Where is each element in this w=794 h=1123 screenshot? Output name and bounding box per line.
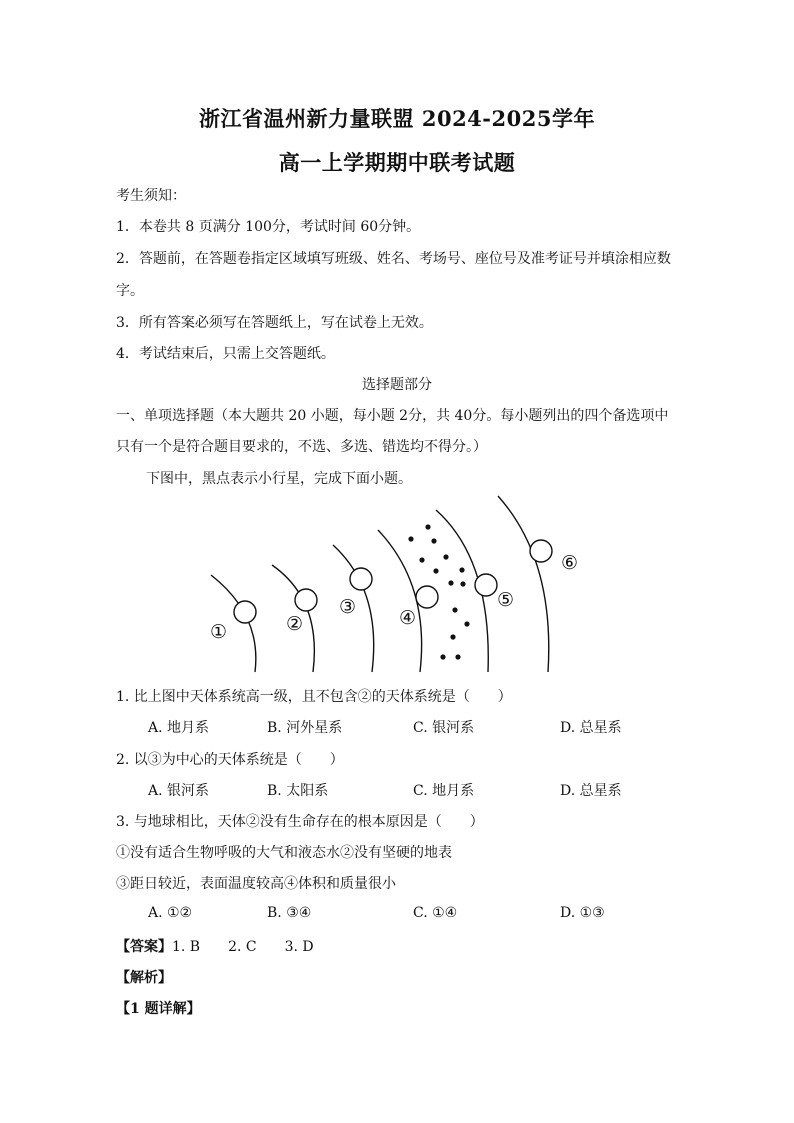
orbit-4 [378, 530, 422, 672]
q3-option-a[interactable]: A. ①② [148, 905, 193, 921]
notice-item-2-cont: 字。 [116, 283, 144, 299]
answer-label: 【答案】 [116, 939, 172, 955]
notice-item-4: 4．考试结束后，只需上交答题纸。 [116, 346, 335, 362]
question-2: 2. 以③为中心的天体系统是（ ） [116, 752, 344, 768]
question-3: 3. 与地球相比，天体②没有生命存在的根本原因是（ ） [116, 814, 484, 830]
q2-option-c[interactable]: C. 地月系 [413, 783, 475, 799]
analysis-label: 【解析】 [116, 970, 172, 986]
label-3: ③ [339, 596, 357, 618]
question-1: 1. 比上图中天体系统高一级，且不包含②的天体系统是（ ） [116, 689, 512, 705]
question-stem: 下图中，黑点表示小行星，完成下面小题。 [146, 471, 412, 487]
q3-statement-2: ③距日较近，表面温度较高④体积和质量很小 [116, 876, 396, 892]
answer-values: 1. B 2. C 3. D [172, 939, 314, 955]
q3-statement-1: ①没有适合生物呼吸的大气和液态水②没有坚硬的地表 [116, 845, 452, 861]
q2-option-b[interactable]: B. 太阳系 [267, 783, 329, 799]
planet-4 [416, 586, 438, 608]
orbit-6 [498, 496, 549, 672]
notice-item-1: 1．本卷共 8 页满分 100分，考试时间 60分钟。 [116, 219, 421, 235]
exam-title-line2: 高一上学期期中联考试题 [278, 150, 516, 175]
notice-heading: 考生须知： [116, 188, 186, 204]
q1-option-c[interactable]: C. 银河系 [413, 720, 475, 736]
q3-option-c[interactable]: C. ①④ [413, 905, 458, 921]
planet-3 [350, 568, 372, 590]
q1-option-a[interactable]: A. 地月系 [148, 720, 210, 736]
planet-1 [234, 601, 256, 623]
label-4: ④ [399, 607, 417, 629]
q2-option-d[interactable]: D. 总星系 [560, 783, 622, 799]
label-6: ⑥ [561, 552, 579, 574]
notice-item-2: 2．答题前，在答题卷指定区域填写班级、姓名、考场号、座位号及准考证号并填涂相应数 [116, 251, 671, 267]
planet-5 [475, 574, 497, 596]
section-intro-2: 只有一个是符合题目要求的，不选、多选、错选均不得分。） [116, 439, 487, 455]
q2-option-a[interactable]: A. 银河系 [148, 783, 210, 799]
answer-line [116, 936, 314, 956]
section-intro-1: 一、单项选择题（本大题共 20 小题，每小题 2分，共 40分。每小题列出的四个备选项中 [116, 408, 669, 424]
q1-option-d[interactable]: D. 总星系 [560, 720, 622, 736]
q3-option-d[interactable]: D. ①③ [560, 905, 605, 921]
planet-2 [295, 589, 317, 611]
orbit-figure [195, 490, 605, 680]
label-5: ⑤ [497, 589, 515, 611]
notice-item-3: 3．所有答案必须写在答题纸上，写在试卷上无效。 [116, 315, 433, 331]
q1-option-b[interactable]: B. 河外星系 [267, 720, 343, 736]
detail-label: 【1 题详解】 [116, 1001, 201, 1017]
planet-6 [530, 540, 552, 562]
exam-title-line1: 浙江省温州新力量联盟 2024-2025学年 [199, 106, 595, 131]
q3-option-b[interactable]: B. ③④ [267, 905, 312, 921]
label-2: ② [286, 613, 304, 635]
section-title: 选择题部分 [362, 377, 432, 393]
label-1: ① [210, 621, 228, 643]
